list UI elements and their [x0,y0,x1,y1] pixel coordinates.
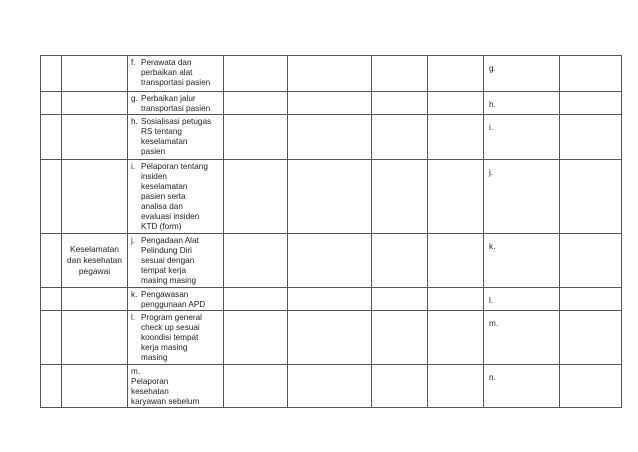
empty-cell [560,115,622,160]
number-cell [41,365,62,408]
activity-cell [128,92,224,115]
plan-table [40,55,622,408]
item-marker: k. [131,290,138,299]
letter-cell [484,56,560,92]
letter-marker: j. [489,168,494,177]
empty-cell [224,234,288,288]
activity-cell [128,365,224,408]
empty-cell [372,160,428,234]
empty-cell [224,115,288,160]
letter-cell [484,311,560,365]
empty-cell [560,234,622,288]
table-row [41,311,622,365]
activity-cell [128,56,224,92]
item-text: Perbaikan jalur transportasi pasien [141,94,211,113]
letter-cell [484,365,560,408]
empty-cell [288,115,372,160]
item-text: Pelaporan tentang insiden keselamatan pasien serta analisa dan evaluasi insiden KTD (form) [141,162,208,231]
empty-cell [372,311,428,365]
empty-cell [428,92,484,115]
activity-cell [128,311,224,365]
activity-cell [128,288,224,311]
empty-cell [224,311,288,365]
activity-cell [128,115,224,160]
empty-cell [372,92,428,115]
category-cell [62,288,128,311]
table-row [41,160,622,234]
empty-cell [288,234,372,288]
item-marker: j. [131,236,136,245]
number-cell [41,311,62,365]
activity-cell [128,234,224,288]
letter-marker: m. [489,319,499,328]
empty-cell [224,92,288,115]
item-text: Pelaporan kesehatan karyawan sebelum [131,377,200,406]
letter-marker: h. [489,100,496,109]
empty-cell [560,288,622,311]
table-row [41,365,622,408]
table-row [41,234,622,288]
empty-cell [224,56,288,92]
letter-cell [484,288,560,311]
empty-cell [372,365,428,408]
empty-cell [560,311,622,365]
number-cell [41,92,62,115]
empty-cell [428,56,484,92]
empty-cell [428,115,484,160]
empty-cell [560,365,622,408]
empty-cell [372,56,428,92]
empty-cell [288,311,372,365]
item-text: Program general check up sesuai koondisi tempat kerja masing masing [141,313,202,362]
empty-cell [372,234,428,288]
empty-cell [428,288,484,311]
item-marker: l. [131,313,136,322]
empty-cell [224,288,288,311]
category-cell [62,56,128,92]
empty-cell [372,115,428,160]
empty-cell [372,288,428,311]
number-cell [41,288,62,311]
empty-cell [288,365,372,408]
letter-cell [484,160,560,234]
number-cell [41,234,62,288]
activity-cell [128,160,224,234]
category-cell [62,160,128,234]
section-label: Keselamatan dan kesehatan pegawai [62,234,128,288]
empty-cell [428,311,484,365]
empty-cell [560,160,622,234]
empty-cell [224,160,288,234]
number-cell [41,115,62,160]
table-row [41,92,622,115]
item-text: Sosialisasi petugas RS tentang keselamatan pasien [141,117,212,156]
empty-cell [428,160,484,234]
empty-cell [288,288,372,311]
letter-marker: i. [489,123,494,132]
letter-marker: l. [489,296,494,305]
letter-marker: n. [489,373,496,382]
empty-cell [288,160,372,234]
item-text: Pengawasan penggunaan APD [141,290,206,309]
item-marker: i. [131,162,136,171]
empty-cell [288,92,372,115]
empty-cell [560,56,622,92]
letter-marker: k. [489,242,496,251]
category-cell [62,311,128,365]
letter-marker: g. [489,64,496,73]
item-marker: h. [131,117,138,126]
empty-cell [560,92,622,115]
letter-cell [484,234,560,288]
letter-cell [484,115,560,160]
empty-cell [288,56,372,92]
item-text: Perawata dan perbaikan alat transportasi pasien [141,58,211,87]
number-cell [41,160,62,234]
category-cell [62,92,128,115]
item-marker: f. [131,58,136,67]
item-marker: g. [131,94,138,103]
category-cell [62,365,128,408]
table-row [41,288,622,311]
empty-cell [224,365,288,408]
empty-cell [428,234,484,288]
table-row [41,115,622,160]
category-cell [62,115,128,160]
letter-cell [484,92,560,115]
item-marker: m. [131,367,141,376]
table-row [41,56,622,92]
number-cell [41,56,62,92]
item-text: Pengadaan Alat Pelindung Diri sesuai dengan tempat kerja masing masing [141,236,199,285]
empty-cell [428,365,484,408]
